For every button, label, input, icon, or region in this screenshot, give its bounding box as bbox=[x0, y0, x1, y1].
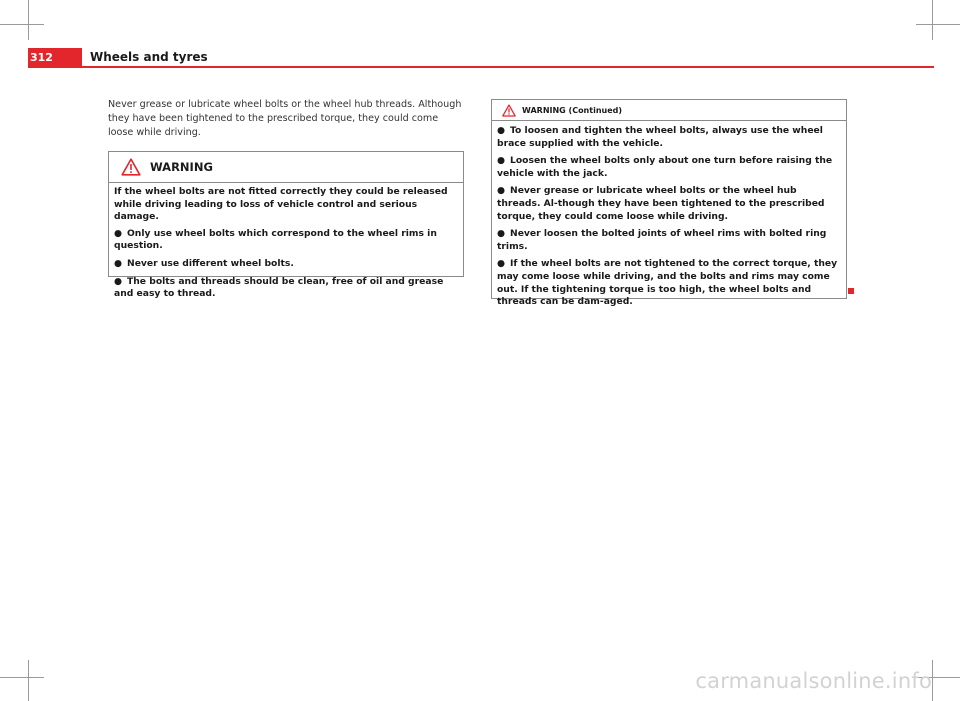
warning-body bbox=[109, 183, 463, 301]
list-item bbox=[497, 185, 841, 223]
warning-triangle-icon bbox=[121, 158, 141, 176]
watermark: carmanualsonline.info bbox=[695, 669, 932, 693]
bullet-icon: ● bbox=[114, 275, 123, 287]
list-item bbox=[497, 228, 841, 253]
list-item-text: Only use wheel bolts which correspond to the wheel rims in question. bbox=[114, 227, 437, 252]
warning-continued-box bbox=[491, 99, 847, 308]
crop-mark bbox=[28, 660, 29, 701]
bullet-icon: ● bbox=[114, 227, 123, 239]
bullet-icon: ● bbox=[497, 185, 506, 197]
section-title: Wheels and tyres bbox=[90, 50, 208, 64]
warning-triangle-icon bbox=[502, 104, 516, 117]
crop-mark bbox=[932, 0, 933, 40]
page-number: 312 bbox=[28, 48, 82, 67]
list-item-text: The bolts and threads should be clean, free of oil and grease and easy to thread. bbox=[114, 275, 444, 300]
warning-title: WARNING bbox=[150, 160, 213, 174]
list-item-text: Never grease or lubricate wheel bolts or the wheel hub threads. Al-though they have been tightened to the prescribed torque, they could come loose while driving. bbox=[497, 185, 825, 222]
warning-header bbox=[109, 152, 463, 183]
list-item bbox=[497, 125, 841, 150]
section-end-marker bbox=[848, 288, 854, 294]
warning-lead: If the wheel bolts are not fitted correctly they could be released while driving leading to loss of vehicle control and serious damage. bbox=[114, 186, 448, 223]
warning-title: WARNING (Continued) bbox=[522, 105, 623, 115]
bullet-icon: ● bbox=[497, 125, 506, 136]
intro-paragraph: Never grease or lubricate wheel bolts or the wheel hub threads. Although they have been tightened to the prescribed torque, they could come loose while driving. bbox=[108, 99, 462, 138]
bullet-icon: ● bbox=[497, 228, 506, 240]
list-item bbox=[114, 228, 458, 253]
crop-mark bbox=[0, 677, 44, 678]
list-item-text: Never loosen the bolted joints of wheel rims with bolted ring trims. bbox=[497, 228, 827, 252]
list-item-text: To loosen and tighten the wheel bolts, always use the wheel brace supplied with the vehicle. bbox=[497, 125, 823, 149]
crop-mark bbox=[916, 24, 960, 25]
crop-mark bbox=[28, 0, 29, 40]
header-rule bbox=[28, 66, 934, 68]
warning-body bbox=[492, 121, 846, 309]
crop-mark bbox=[0, 24, 44, 25]
warning-box bbox=[108, 151, 464, 300]
list-item-text: If the wheel bolts are not tightened to the correct torque, they may come loose while driving, and the bolts and rims may come out. If the tightening torque is too high, the wheel bolts and threads can be dam-aged. bbox=[497, 258, 838, 308]
bullet-icon: ● bbox=[114, 257, 123, 269]
bullet-icon: ● bbox=[497, 258, 506, 270]
warning-header bbox=[492, 100, 846, 121]
list-item bbox=[114, 258, 458, 271]
list-item bbox=[497, 258, 841, 308]
crop-mark bbox=[932, 660, 933, 701]
list-item bbox=[497, 155, 841, 180]
list-item-text: Never use different wheel bolts. bbox=[127, 257, 294, 269]
list-item-text: Loosen the wheel bolts only about one turn before raising the vehicle with the jack. bbox=[497, 155, 833, 179]
list-item bbox=[114, 276, 458, 301]
bullet-icon: ● bbox=[497, 155, 506, 167]
